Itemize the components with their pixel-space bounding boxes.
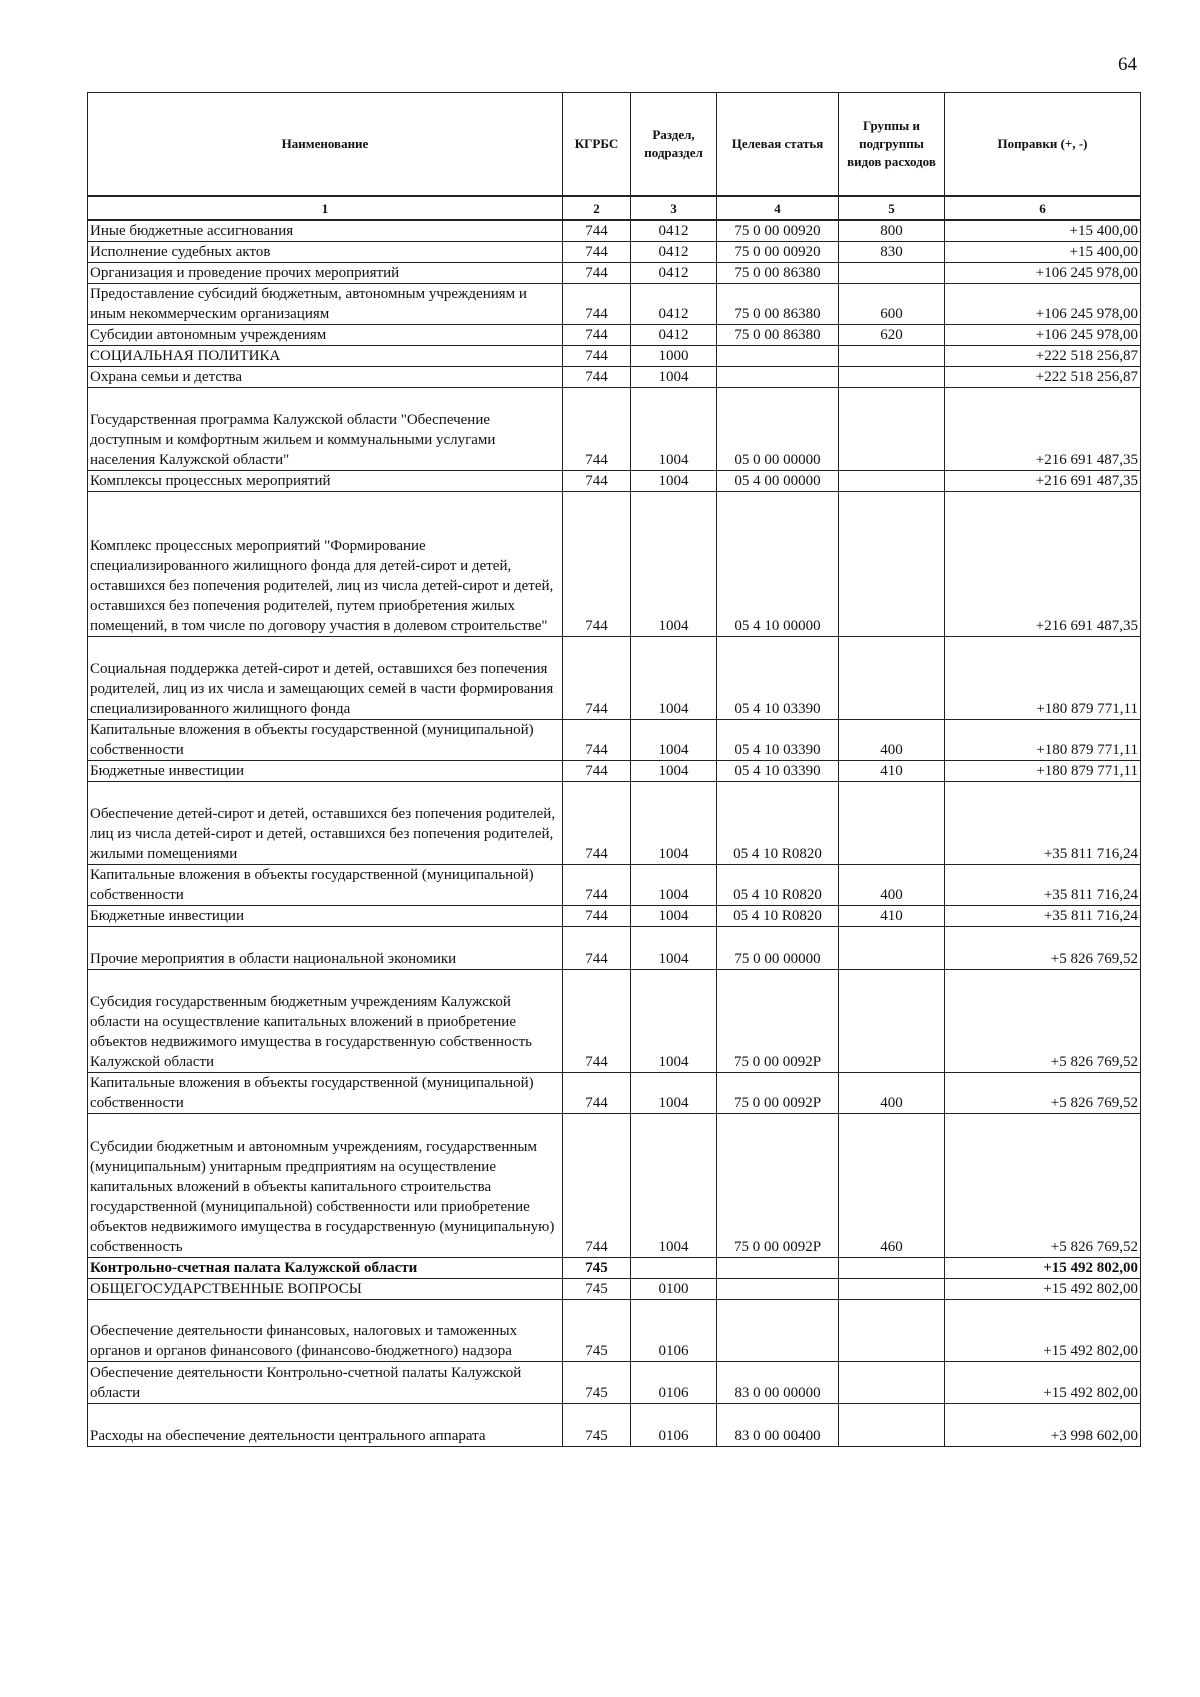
cell-target: 75 0 00 00920 bbox=[717, 242, 839, 263]
header-kgrbs: КГРБС bbox=[563, 93, 631, 197]
cell-amount: +15 492 802,00 bbox=[945, 1279, 1141, 1300]
table-row bbox=[88, 325, 1141, 346]
table-row bbox=[88, 367, 1141, 388]
table-row bbox=[88, 284, 1141, 325]
cell-section: 1004 bbox=[631, 970, 717, 1073]
table-row bbox=[88, 220, 1141, 242]
cell-section: 0412 bbox=[631, 220, 717, 242]
cell-group: 410 bbox=[839, 761, 945, 782]
header-name: Наименование bbox=[88, 93, 563, 197]
cell-group: 620 bbox=[839, 325, 945, 346]
cell-section: 1004 bbox=[631, 492, 717, 637]
cell-target: 05 0 00 00000 bbox=[717, 388, 839, 471]
cell-kgrbs: 744 bbox=[563, 761, 631, 782]
cell-kgrbs: 745 bbox=[563, 1404, 631, 1447]
cell-target: 05 4 10 03390 bbox=[717, 637, 839, 720]
cell-group bbox=[839, 346, 945, 367]
cell-kgrbs: 744 bbox=[563, 720, 631, 761]
table-row bbox=[88, 388, 1141, 471]
cell-amount: +5 826 769,52 bbox=[945, 970, 1141, 1073]
table-row bbox=[88, 1279, 1141, 1300]
cell-target: 75 0 00 0092P bbox=[717, 1114, 839, 1258]
table-header-row bbox=[88, 93, 1141, 197]
cell-target: 05 4 10 03390 bbox=[717, 720, 839, 761]
cell-target: 75 0 00 0092P bbox=[717, 1073, 839, 1114]
table-row bbox=[88, 927, 1141, 970]
cell-amount: +106 245 978,00 bbox=[945, 325, 1141, 346]
table-row bbox=[88, 242, 1141, 263]
cell-name: Бюджетные инвестиции bbox=[88, 761, 563, 782]
cell-target: 05 4 10 03390 bbox=[717, 761, 839, 782]
table-row bbox=[88, 637, 1141, 720]
cell-kgrbs: 744 bbox=[563, 865, 631, 906]
cell-kgrbs: 744 bbox=[563, 782, 631, 865]
cell-group: 400 bbox=[839, 1073, 945, 1114]
cell-amount: +5 826 769,52 bbox=[945, 1073, 1141, 1114]
cell-section: 1004 bbox=[631, 367, 717, 388]
cell-target bbox=[717, 1300, 839, 1362]
cell-amount: +5 826 769,52 bbox=[945, 927, 1141, 970]
cell-kgrbs: 744 bbox=[563, 970, 631, 1073]
cell-amount: +222 518 256,87 bbox=[945, 346, 1141, 367]
cell-kgrbs: 744 bbox=[563, 242, 631, 263]
cell-target: 75 0 00 86380 bbox=[717, 284, 839, 325]
cell-section: 1004 bbox=[631, 388, 717, 471]
column-number: 1 bbox=[88, 196, 563, 220]
cell-group bbox=[839, 637, 945, 720]
cell-group bbox=[839, 1258, 945, 1279]
table-row bbox=[88, 492, 1141, 637]
cell-name: Капитальные вложения в объекты государственной (муниципальной) собственности bbox=[88, 865, 563, 906]
column-number: 3 bbox=[631, 196, 717, 220]
cell-kgrbs: 744 bbox=[563, 284, 631, 325]
cell-group bbox=[839, 471, 945, 492]
cell-group bbox=[839, 388, 945, 471]
cell-target: 05 4 10 R0820 bbox=[717, 906, 839, 927]
cell-section: 0412 bbox=[631, 263, 717, 284]
cell-kgrbs: 744 bbox=[563, 1114, 631, 1258]
cell-group: 400 bbox=[839, 865, 945, 906]
cell-name: Комплексы процессных мероприятий bbox=[88, 471, 563, 492]
cell-target: 75 0 00 86380 bbox=[717, 325, 839, 346]
table-row bbox=[88, 1258, 1141, 1279]
cell-section: 0100 bbox=[631, 1279, 717, 1300]
cell-group: 400 bbox=[839, 720, 945, 761]
cell-name: Субсидии бюджетным и автономным учреждениям, государственным (муниципальным) унитарным предприятиям на осуществление капитальных вложений в объекты капитального строительства государственной (муниципальной) собственности или приобретение объектов недвижимого имущества в государственную (муниципальную) собственность bbox=[88, 1114, 563, 1258]
page-number: 64 bbox=[1118, 54, 1137, 75]
column-number-row bbox=[88, 196, 1141, 220]
cell-section: 1004 bbox=[631, 906, 717, 927]
cell-kgrbs: 744 bbox=[563, 471, 631, 492]
column-number: 6 bbox=[945, 196, 1141, 220]
cell-amount: +216 691 487,35 bbox=[945, 471, 1141, 492]
cell-name: Комплекс процессных мероприятий "Формирование специализированного жилищного фонда для детей-сирот и детей, оставшихся без попечения родителей, лиц из числа детей-сирот и детей, оставшихся без попечения родителей, путем приобретения жилых помещений, в том числе по договору участия в долевом строительстве" bbox=[88, 492, 563, 637]
table-row bbox=[88, 1404, 1141, 1447]
table-row bbox=[88, 1114, 1141, 1258]
header-target: Целевая статья bbox=[717, 93, 839, 197]
cell-kgrbs: 745 bbox=[563, 1279, 631, 1300]
cell-target: 83 0 00 00000 bbox=[717, 1362, 839, 1404]
cell-amount: +35 811 716,24 bbox=[945, 782, 1141, 865]
cell-target bbox=[717, 367, 839, 388]
cell-target: 75 0 00 00000 bbox=[717, 927, 839, 970]
cell-kgrbs: 745 bbox=[563, 1258, 631, 1279]
cell-target: 83 0 00 00400 bbox=[717, 1404, 839, 1447]
cell-section: 1004 bbox=[631, 761, 717, 782]
cell-target: 75 0 00 0092P bbox=[717, 970, 839, 1073]
cell-kgrbs: 744 bbox=[563, 346, 631, 367]
cell-section: 1004 bbox=[631, 720, 717, 761]
cell-name: Предоставление субсидий бюджетным, автономным учреждениям и иным некоммерческим организациям bbox=[88, 284, 563, 325]
cell-kgrbs: 744 bbox=[563, 367, 631, 388]
cell-target bbox=[717, 1279, 839, 1300]
cell-amount: +106 245 978,00 bbox=[945, 284, 1141, 325]
table-row bbox=[88, 720, 1141, 761]
table-row bbox=[88, 346, 1141, 367]
table-row bbox=[88, 263, 1141, 284]
cell-kgrbs: 745 bbox=[563, 1362, 631, 1404]
cell-group bbox=[839, 927, 945, 970]
cell-name: Охрана семьи и детства bbox=[88, 367, 563, 388]
cell-name: Иные бюджетные ассигнования bbox=[88, 220, 563, 242]
cell-name: Государственная программа Калужской области "Обеспечение доступным и комфортным жильем и коммунальными услугами населения Калужской области" bbox=[88, 388, 563, 471]
cell-kgrbs: 744 bbox=[563, 388, 631, 471]
cell-name: Исполнение судебных актов bbox=[88, 242, 563, 263]
cell-amount: +5 826 769,52 bbox=[945, 1114, 1141, 1258]
cell-name: Контрольно-счетная палата Калужской области bbox=[88, 1258, 563, 1279]
cell-amount: +180 879 771,11 bbox=[945, 720, 1141, 761]
cell-group bbox=[839, 782, 945, 865]
cell-target: 05 4 10 R0820 bbox=[717, 865, 839, 906]
cell-kgrbs: 744 bbox=[563, 263, 631, 284]
cell-section: 1004 bbox=[631, 865, 717, 906]
cell-group bbox=[839, 1404, 945, 1447]
cell-name: ОБЩЕГОСУДАРСТВЕННЫЕ ВОПРОСЫ bbox=[88, 1279, 563, 1300]
cell-section: 0106 bbox=[631, 1404, 717, 1447]
cell-group: 410 bbox=[839, 906, 945, 927]
cell-amount: +15 492 802,00 bbox=[945, 1300, 1141, 1362]
cell-section: 0412 bbox=[631, 242, 717, 263]
cell-target: 05 4 10 00000 bbox=[717, 492, 839, 637]
table-row bbox=[88, 865, 1141, 906]
table-row bbox=[88, 471, 1141, 492]
cell-section: 0106 bbox=[631, 1362, 717, 1404]
cell-name: Бюджетные инвестиции bbox=[88, 906, 563, 927]
cell-kgrbs: 744 bbox=[563, 927, 631, 970]
cell-kgrbs: 744 bbox=[563, 220, 631, 242]
cell-section bbox=[631, 1258, 717, 1279]
cell-amount: +180 879 771,11 bbox=[945, 761, 1141, 782]
cell-group bbox=[839, 492, 945, 637]
cell-section: 1004 bbox=[631, 782, 717, 865]
cell-kgrbs: 744 bbox=[563, 1073, 631, 1114]
cell-name: Капитальные вложения в объекты государственной (муниципальной) собственности bbox=[88, 720, 563, 761]
cell-section: 0412 bbox=[631, 284, 717, 325]
cell-name: Капитальные вложения в объекты государственной (муниципальной) собственности bbox=[88, 1073, 563, 1114]
cell-group bbox=[839, 1279, 945, 1300]
cell-section: 0412 bbox=[631, 325, 717, 346]
cell-name: Обеспечение деятельности Контрольно-счетной палаты Калужской области bbox=[88, 1362, 563, 1404]
cell-group bbox=[839, 970, 945, 1073]
cell-amount: +216 691 487,35 bbox=[945, 492, 1141, 637]
cell-name: Обеспечение детей-сирот и детей, оставшихся без попечения родителей, лиц из числа детей-сирот и детей, оставшихся без попечения родителей, жилыми помещениями bbox=[88, 782, 563, 865]
cell-target: 75 0 00 00920 bbox=[717, 220, 839, 242]
cell-group bbox=[839, 263, 945, 284]
cell-group bbox=[839, 1362, 945, 1404]
table-row bbox=[88, 1300, 1141, 1362]
cell-amount: +15 400,00 bbox=[945, 220, 1141, 242]
table-row bbox=[88, 761, 1141, 782]
cell-name: Обеспечение деятельности финансовых, налоговых и таможенных органов и органов финансового (финансово-бюджетного) надзора bbox=[88, 1300, 563, 1362]
table-row bbox=[88, 970, 1141, 1073]
table-row bbox=[88, 782, 1141, 865]
cell-section: 1004 bbox=[631, 1114, 717, 1258]
cell-section: 1000 bbox=[631, 346, 717, 367]
cell-section: 1004 bbox=[631, 637, 717, 720]
cell-amount: +216 691 487,35 bbox=[945, 388, 1141, 471]
cell-group: 600 bbox=[839, 284, 945, 325]
header-section: Раздел, подраздел bbox=[631, 93, 717, 197]
cell-section: 0106 bbox=[631, 1300, 717, 1362]
cell-amount: +15 492 802,00 bbox=[945, 1362, 1141, 1404]
column-number: 2 bbox=[563, 196, 631, 220]
cell-group bbox=[839, 367, 945, 388]
cell-kgrbs: 744 bbox=[563, 637, 631, 720]
cell-amount: +3 998 602,00 bbox=[945, 1404, 1141, 1447]
column-number: 5 bbox=[839, 196, 945, 220]
cell-section: 1004 bbox=[631, 1073, 717, 1114]
cell-amount: +222 518 256,87 bbox=[945, 367, 1141, 388]
cell-target: 05 4 10 R0820 bbox=[717, 782, 839, 865]
cell-target bbox=[717, 346, 839, 367]
header-amendments: Поправки (+, -) bbox=[945, 93, 1141, 197]
cell-amount: +15 492 802,00 bbox=[945, 1258, 1141, 1279]
cell-name: Расходы на обеспечение деятельности центрального аппарата bbox=[88, 1404, 563, 1447]
cell-group: 460 bbox=[839, 1114, 945, 1258]
cell-amount: +35 811 716,24 bbox=[945, 906, 1141, 927]
table-row bbox=[88, 1362, 1141, 1404]
cell-group: 800 bbox=[839, 220, 945, 242]
table-row bbox=[88, 1073, 1141, 1114]
cell-kgrbs: 745 bbox=[563, 1300, 631, 1362]
column-number: 4 bbox=[717, 196, 839, 220]
cell-target: 05 4 00 00000 bbox=[717, 471, 839, 492]
cell-name: Субсидии автономным учреждениям bbox=[88, 325, 563, 346]
cell-amount: +35 811 716,24 bbox=[945, 865, 1141, 906]
cell-amount: +106 245 978,00 bbox=[945, 263, 1141, 284]
cell-kgrbs: 744 bbox=[563, 325, 631, 346]
cell-kgrbs: 744 bbox=[563, 492, 631, 637]
cell-section: 1004 bbox=[631, 927, 717, 970]
cell-amount: +15 400,00 bbox=[945, 242, 1141, 263]
cell-name: Прочие мероприятия в области национальной экономики bbox=[88, 927, 563, 970]
cell-name: Социальная поддержка детей-сирот и детей, оставшихся без попечения родителей, лиц из их числа и замещающих семей в части формирования специализированного жилищного фонда bbox=[88, 637, 563, 720]
cell-target bbox=[717, 1258, 839, 1279]
cell-target: 75 0 00 86380 bbox=[717, 263, 839, 284]
table-row bbox=[88, 906, 1141, 927]
cell-group bbox=[839, 1300, 945, 1362]
header-groups: Группы и подгруппы видов расходов bbox=[839, 93, 945, 197]
cell-name: Организация и проведение прочих мероприятий bbox=[88, 263, 563, 284]
cell-section: 1004 bbox=[631, 471, 717, 492]
cell-group: 830 bbox=[839, 242, 945, 263]
budget-amendments-table bbox=[87, 92, 1141, 1447]
cell-name: Субсидия государственным бюджетным учреждениям Калужской области на осуществление капитальных вложений в приобретение объектов недвижимого имущества в государственную собственность Калужской области bbox=[88, 970, 563, 1073]
cell-name: СОЦИАЛЬНАЯ ПОЛИТИКА bbox=[88, 346, 563, 367]
cell-kgrbs: 744 bbox=[563, 906, 631, 927]
cell-amount: +180 879 771,11 bbox=[945, 637, 1141, 720]
